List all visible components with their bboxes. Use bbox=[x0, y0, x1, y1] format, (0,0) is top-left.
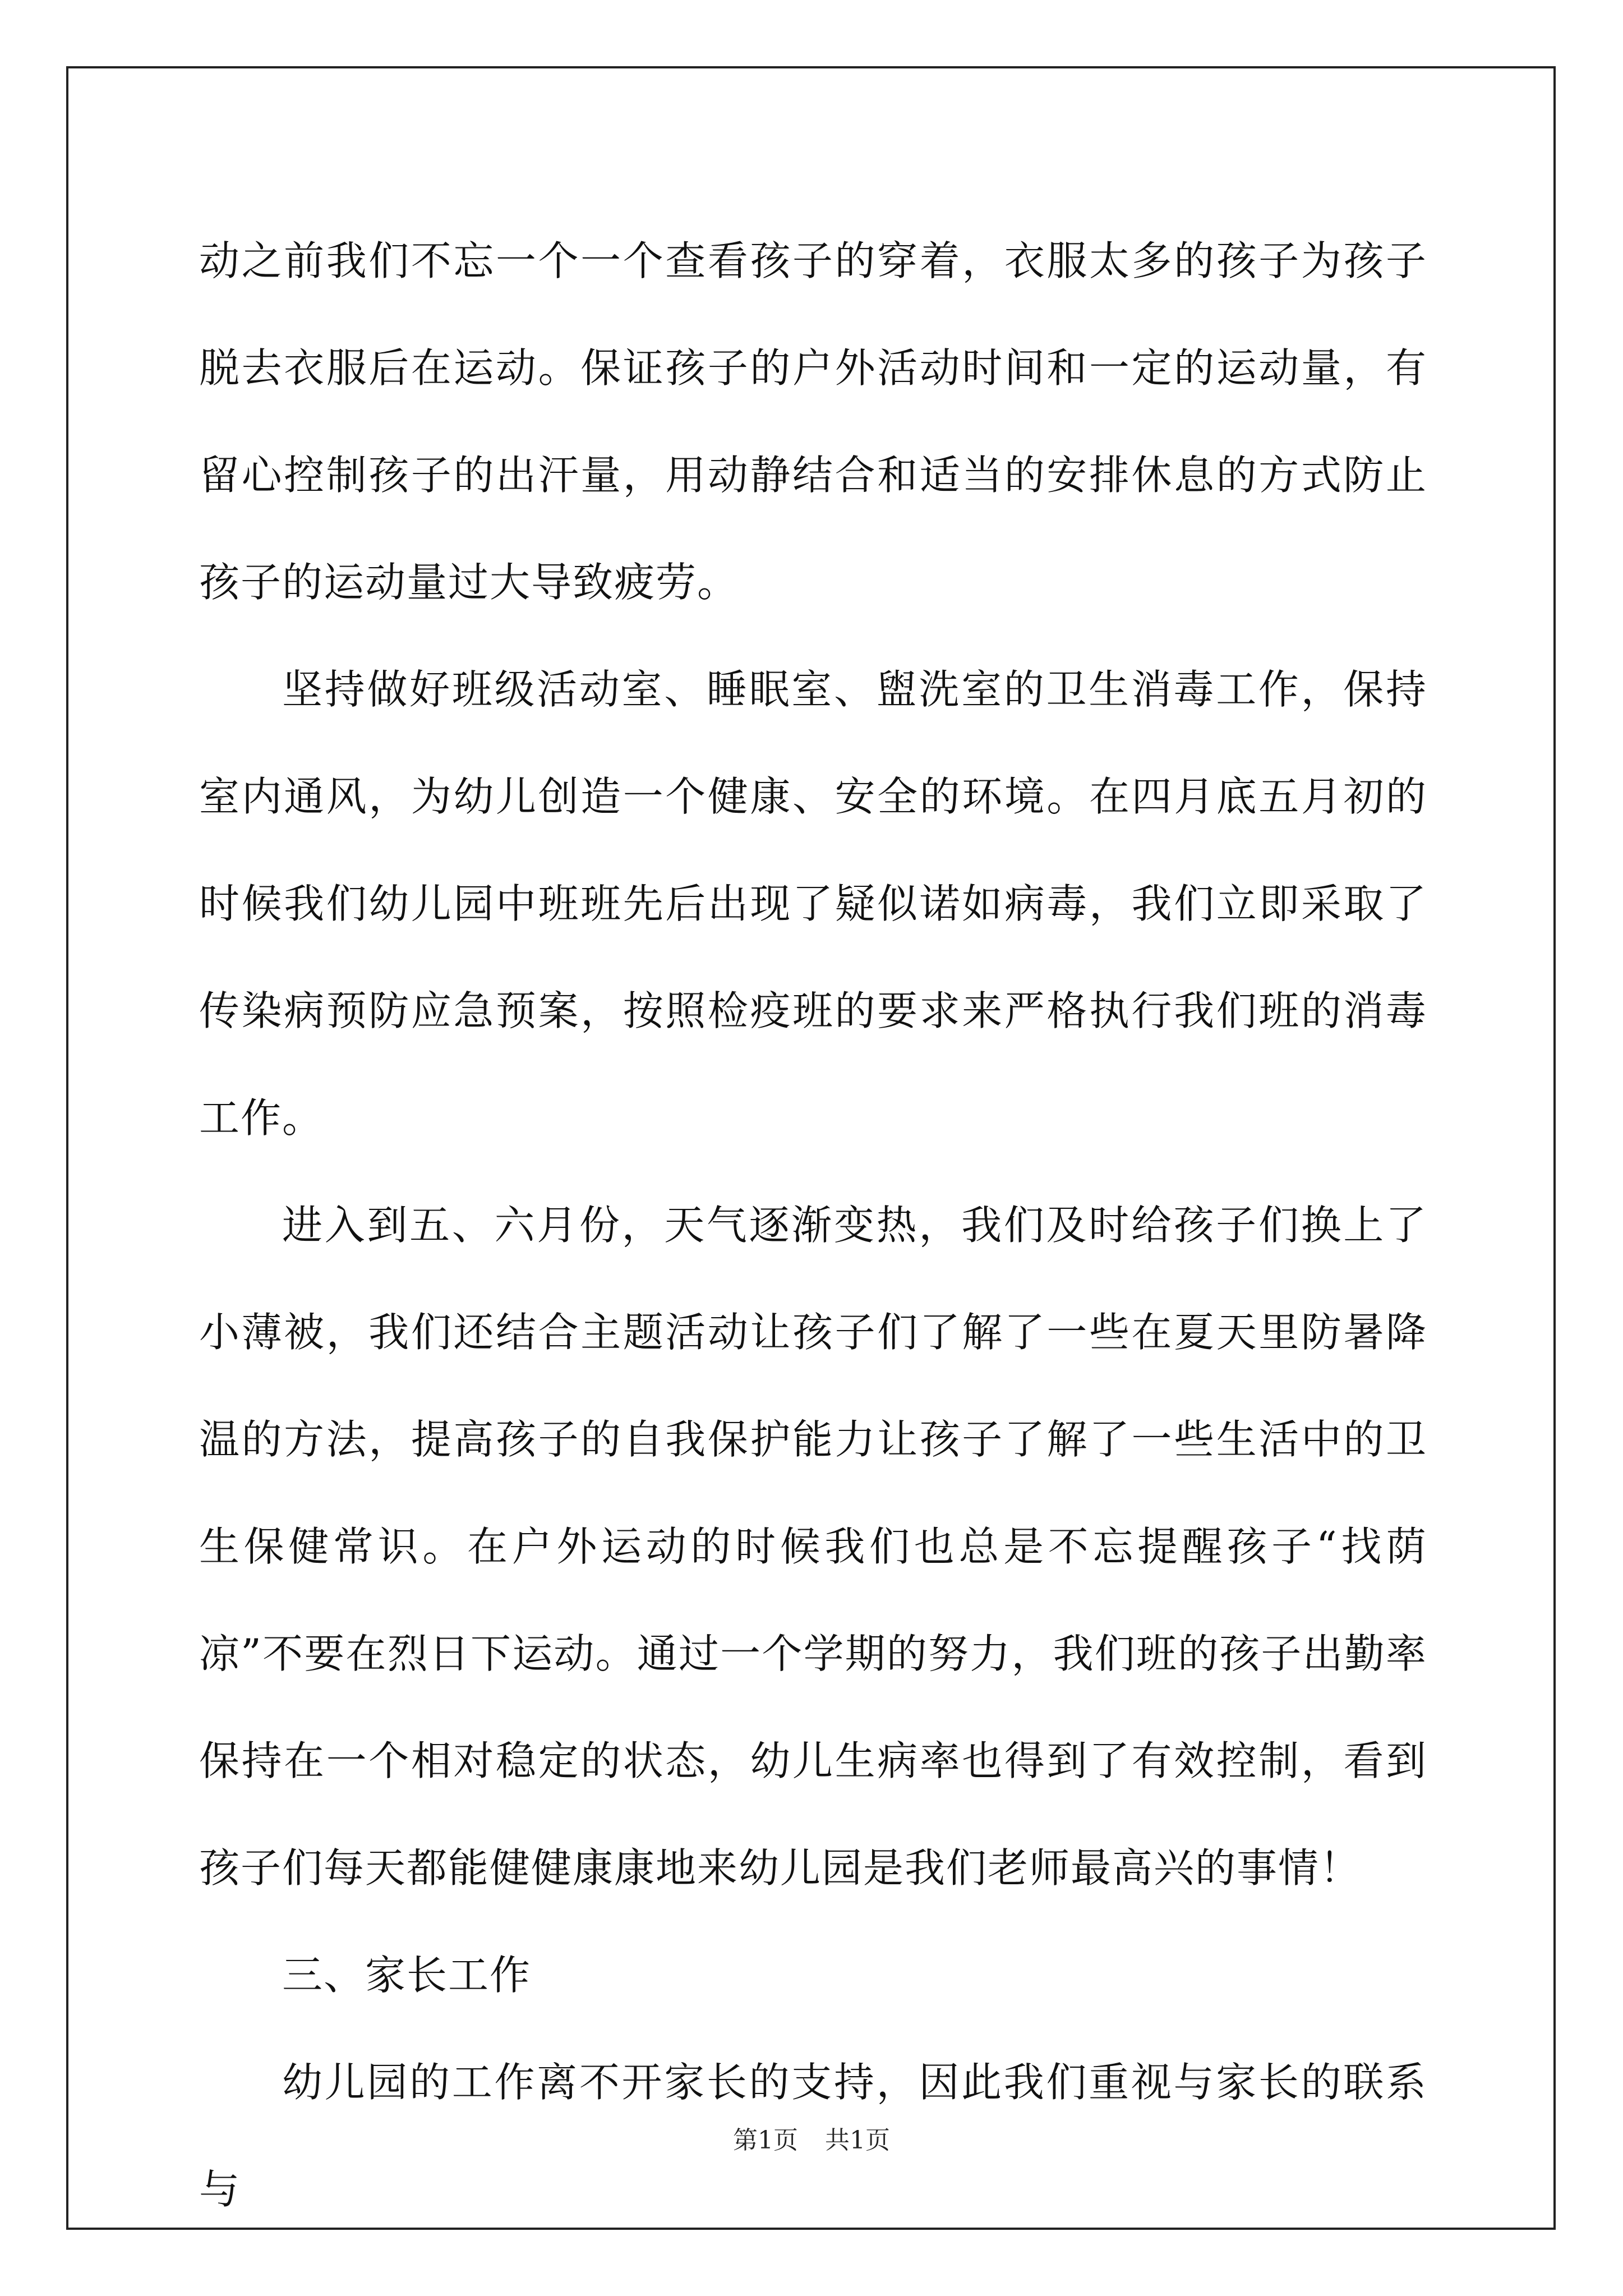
paragraph-3: 进入到五、六月份，天气逐渐变热，我们及时给孩子们换上了小薄被，我们还结合主题活动让孩子们了解了一些在夏天里防暑降温的方法，提高孩子的自我保护能力让孩子了解了一些生活中的卫生保健常识。在户外运动的时候我们也总是不忘提醒孩子“找荫凉”不要在烈日下运动。通过一个学期的努力，我们班的孩子出勤率保持在一个相对稳定的状态，幼儿生病率也得到了有效控制，看到孩子们每天都能健健康康地来幼儿园是我们老师最高兴的事情！ bbox=[199, 1202, 1427, 1892]
paragraph-2: 坚持做好班级活动室、睡眠室、盥洗室的卫生消毒工作，保持室内通风，为幼儿创造一个健康、安全的环境。在四月底五月初的时候我们幼儿园中班班先后出现了疑似诺如病毒，我们立即采取了传染病预防应急预案，按照检疫班的要求来严格执行我们班的消毒工作。 bbox=[199, 666, 1427, 1142]
section-heading-parent-work: 三、家长工作 bbox=[282, 1952, 532, 1999]
document-body bbox=[199, 208, 1427, 2243]
paragraph-5: 幼儿园的工作离不开家长的支持，因此我们重视与家长的联系与 bbox=[199, 2059, 1427, 2213]
paragraph-1: 动之前我们不忘一个一个查看孩子的穿着，衣服太多的孩子为孩子脱去衣服后在运动。保证孩子的户外活动时间和一定的运动量，有留心控制孩子的出汗量，用动静结合和适当的安排休息的方式防止孩子的运动量过大导致疲劳。 bbox=[199, 237, 1427, 606]
page-total: 共1页 bbox=[825, 2126, 890, 2155]
page-footer bbox=[0, 2125, 1623, 2156]
page-number: 第1页 bbox=[733, 2126, 798, 2155]
